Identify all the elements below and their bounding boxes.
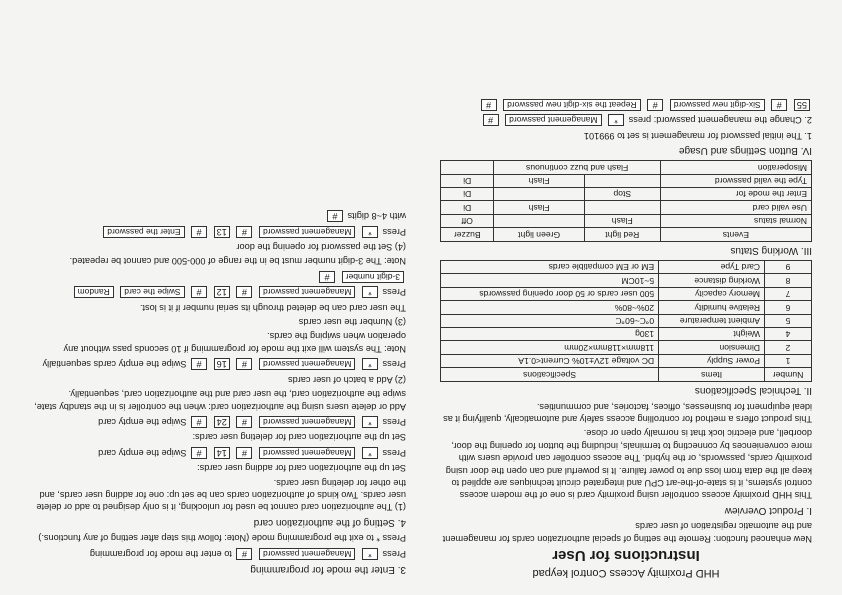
new-password-box: Six-digit new password bbox=[670, 99, 765, 111]
management-password-box: Management password bbox=[259, 548, 355, 560]
delete-card-setup-text: Set up the authorization card for deleting user cards: bbox=[192, 432, 406, 443]
status-header-events: Events bbox=[660, 228, 811, 241]
star-key: * bbox=[362, 447, 378, 459]
add-card-setup-text: Set up the authorization card for adding user cards: bbox=[197, 463, 406, 474]
authorization-card-title: 4. Setting of the authorization card bbox=[253, 516, 406, 528]
section-3-title: III. Working Status bbox=[730, 245, 812, 257]
change-password-text: 2. Change the management password: press bbox=[628, 115, 812, 126]
spec-item: Ambient temperature bbox=[659, 314, 765, 327]
spec-value: DC voltage 12V±10% Current<0.1A bbox=[441, 354, 659, 367]
section-4-title: IV. Button Settings and Usage bbox=[678, 145, 812, 157]
key-12: 12 bbox=[214, 286, 230, 298]
spec-number: 9 bbox=[765, 261, 812, 274]
overview-text: This HHD proximity access controller using proximity card is one of the modern access control systems, it is state-of-the-art CPU and integrated circuit techniques are applied to keep all the data from loss due to power failure. It is powerful and can open the door using proximity cards, passwords, or the hybrid. The access controller can provide users with more conveniences by connecting to terminals, including the button for opening the door, doorbell, and electric lock that is normally open or close. bbox=[445, 428, 812, 501]
star-key: * bbox=[362, 286, 378, 298]
management-password-box: Management password bbox=[259, 416, 355, 428]
status-event: Normal status bbox=[660, 214, 811, 227]
press-text: Press bbox=[382, 226, 406, 237]
hash-key: # bbox=[236, 548, 252, 560]
status-red: Stop bbox=[584, 188, 660, 201]
spec-number: 8 bbox=[765, 274, 812, 287]
press-text: Press bbox=[382, 416, 406, 427]
table-row bbox=[441, 174, 812, 187]
section-2-title: II. Technical Specifications bbox=[694, 385, 812, 397]
batch-add-line bbox=[26, 358, 406, 370]
batch-add-title: (2) Add a batch of user cards bbox=[288, 374, 406, 385]
initial-password-text: 1. The initial password for management is set to 999101 bbox=[583, 130, 812, 141]
exit-note: Press * to exit the programming mode (Note: follow this step after setting of any functions.) bbox=[38, 533, 406, 544]
table-row bbox=[441, 328, 812, 341]
status-buzzer: Di bbox=[441, 188, 494, 201]
status-table bbox=[440, 160, 812, 241]
hash-key: # bbox=[481, 99, 497, 111]
press-text: Press bbox=[382, 548, 406, 559]
hash-key: # bbox=[236, 447, 252, 459]
enter-password-box: Enter the password bbox=[103, 226, 184, 238]
management-password-box: Management password bbox=[259, 286, 355, 298]
spec-item: Dimension bbox=[659, 341, 765, 354]
press-text: Press bbox=[382, 287, 406, 298]
table-row bbox=[441, 161, 812, 174]
status-event: Use valid card bbox=[660, 201, 811, 214]
left-column bbox=[440, 96, 812, 579]
press-text: Press bbox=[382, 447, 406, 458]
intro-text: New enhanced function: Remote the setting of special authorization cards for management and the automatic registration of user cards bbox=[442, 521, 812, 544]
hash-key: # bbox=[319, 271, 335, 283]
star-key: * bbox=[362, 416, 378, 428]
press-text: Press bbox=[382, 359, 406, 370]
hash-key: # bbox=[236, 358, 252, 370]
programming-mode-line bbox=[26, 547, 406, 559]
delete-card-line bbox=[26, 416, 406, 428]
spec-number: 6 bbox=[765, 301, 812, 314]
document-subtitle: HHD Proximity Access Control keypad bbox=[532, 567, 720, 579]
spec-value: 130g bbox=[441, 328, 659, 341]
hash-key: # bbox=[236, 286, 252, 298]
table-row bbox=[441, 287, 812, 300]
hash-key: # bbox=[236, 226, 252, 238]
status-red bbox=[584, 174, 660, 187]
door-password-line-2 bbox=[26, 210, 406, 222]
spec-item: Card Type bbox=[659, 261, 765, 274]
change-password-line bbox=[440, 114, 812, 126]
hash-key: # bbox=[191, 226, 207, 238]
status-green: Flash bbox=[494, 201, 584, 214]
status-red bbox=[584, 201, 660, 214]
door-password-title: (4) Set the password for opening the door bbox=[236, 242, 406, 253]
spec-item: Power Supply bbox=[659, 354, 765, 367]
spec-number: 5 bbox=[765, 314, 812, 327]
key-24: 24 bbox=[214, 416, 230, 428]
hash-key: # bbox=[191, 447, 207, 459]
spec-value: EM or EM compatible cards bbox=[441, 261, 659, 274]
spec-item: Memory capacity bbox=[659, 287, 765, 300]
key-16: 16 bbox=[214, 358, 230, 370]
table-row bbox=[441, 214, 812, 227]
management-password-box: Management password bbox=[259, 226, 355, 238]
key-14: 14 bbox=[214, 447, 230, 459]
swipe-empty-cards-text: Swipe the empty cards sequentially bbox=[42, 359, 187, 370]
status-buzzer: Di bbox=[441, 201, 494, 214]
spec-item: Working distance bbox=[659, 274, 765, 287]
status-green bbox=[494, 188, 584, 201]
status-event: Type the valid password bbox=[660, 174, 811, 187]
table-row bbox=[441, 314, 812, 327]
swipe-empty-text: Swipe the empty card bbox=[98, 447, 187, 458]
number-cards-text: The user card can be deleted through its serial number if it is lost. bbox=[139, 302, 406, 313]
hash-key: # bbox=[191, 416, 207, 428]
three-digit-box: 3-digit number bbox=[342, 271, 404, 283]
key-55: 55 bbox=[794, 99, 810, 111]
authorization-card-text: (1) The authorization card cannot be used for unlocking, it is only designed to add or delete user cards. Two kinds of authorization cards can be set up: one for adding user cards, and the other for deleting user cards. bbox=[36, 477, 406, 513]
batch-add-note: Note: The system will exit the mode for programming if 10 seconds pass without any operation when swiping the cards. bbox=[63, 331, 406, 354]
status-event: Misoperation bbox=[660, 161, 811, 174]
spec-value: 5~10CM bbox=[441, 274, 659, 287]
spec-header-number: Number bbox=[765, 368, 812, 381]
swipe-empty-text: Swipe the empty card bbox=[98, 416, 187, 427]
table-row bbox=[441, 201, 812, 214]
number-cards-line bbox=[26, 286, 406, 298]
star-key: * bbox=[362, 358, 378, 370]
table-row bbox=[441, 341, 812, 354]
programming-mode-title: 3. Enter the mode for programming bbox=[250, 564, 406, 575]
spec-value: 0℃~60℃ bbox=[441, 314, 659, 327]
status-header-buzzer: Buzzer bbox=[441, 228, 494, 241]
spec-number: 7 bbox=[765, 287, 812, 300]
three-digit-note: Note: The 3-digit number must be in the range of 000-500 and cannot be repeated. bbox=[69, 256, 406, 267]
spec-header-items: Items bbox=[659, 368, 765, 381]
table-row bbox=[441, 354, 812, 367]
spec-header-specs: Specifications bbox=[441, 368, 659, 381]
status-red: Flash and buzz continuous bbox=[494, 161, 660, 174]
spec-value: 118mm×118mm×20mm bbox=[441, 341, 659, 354]
spec-number: 2 bbox=[765, 341, 812, 354]
spec-value: 500 user cards or 50 door opening passwords bbox=[441, 287, 659, 300]
random-box: Random bbox=[74, 286, 114, 298]
star-key: * bbox=[362, 226, 378, 238]
hash-key: # bbox=[771, 99, 787, 111]
management-password-box: Management password bbox=[505, 114, 601, 126]
number-cards-title: (3) Number the user cards bbox=[298, 317, 406, 328]
hash-key: # bbox=[647, 99, 663, 111]
document-title: Instructions for User bbox=[552, 546, 700, 564]
status-buzzer: Off bbox=[441, 214, 494, 227]
status-green: Flash bbox=[494, 174, 584, 187]
management-password-box: Management password bbox=[259, 447, 355, 459]
swipe-card-box: Swipe the card bbox=[120, 286, 184, 298]
section-1-title: I. Product Overview bbox=[724, 504, 812, 516]
status-header-red: Red light bbox=[584, 228, 660, 241]
table-row bbox=[441, 301, 812, 314]
management-password-box: Management password bbox=[259, 358, 355, 370]
status-buzzer: Di bbox=[441, 174, 494, 187]
hash-key: # bbox=[483, 114, 499, 126]
spec-table bbox=[440, 260, 812, 382]
table-row bbox=[441, 274, 812, 287]
status-green bbox=[494, 214, 584, 227]
hash-key: # bbox=[236, 416, 252, 428]
authorization-usage-note: Add or delete users using the authorization card: when the controller is in the standby state, swipe the authorization card, the user card and the authorization card, sequentially. bbox=[34, 389, 406, 412]
hash-key: # bbox=[191, 358, 207, 370]
overview-text-2: This product offers a method for controlling access safely and automatically, qualifying it as ideal equipment for businesses, offices, factories, and communities. bbox=[443, 401, 812, 424]
programming-mode-text: to enter the mode for programming bbox=[89, 548, 232, 559]
spec-item: Relative humidity bbox=[659, 301, 765, 314]
right-column bbox=[26, 207, 406, 579]
door-password-line bbox=[26, 225, 406, 237]
hash-key: # bbox=[191, 286, 207, 298]
status-red: Flash bbox=[584, 214, 660, 227]
hash-key: # bbox=[327, 210, 343, 222]
star-key: * bbox=[608, 114, 624, 126]
status-header-green: Green light bbox=[494, 228, 584, 241]
repeat-password-box: Repeat the six-digit new password bbox=[503, 99, 640, 111]
spec-number: 1 bbox=[765, 354, 812, 367]
change-password-line-2 bbox=[440, 99, 812, 111]
table-row bbox=[441, 188, 812, 201]
star-key: * bbox=[362, 548, 378, 560]
spec-item: Weight bbox=[659, 328, 765, 341]
spec-number: 4 bbox=[765, 328, 812, 341]
table-row bbox=[441, 261, 812, 274]
status-event: Enter the mode for bbox=[660, 188, 811, 201]
spec-value: 20%~80% bbox=[441, 301, 659, 314]
key-13: 13 bbox=[214, 226, 230, 238]
status-buzzer bbox=[441, 161, 494, 174]
with-digits-text: with 4~8 digits bbox=[347, 211, 406, 222]
three-digit-line bbox=[26, 270, 406, 282]
add-card-line bbox=[26, 446, 406, 458]
